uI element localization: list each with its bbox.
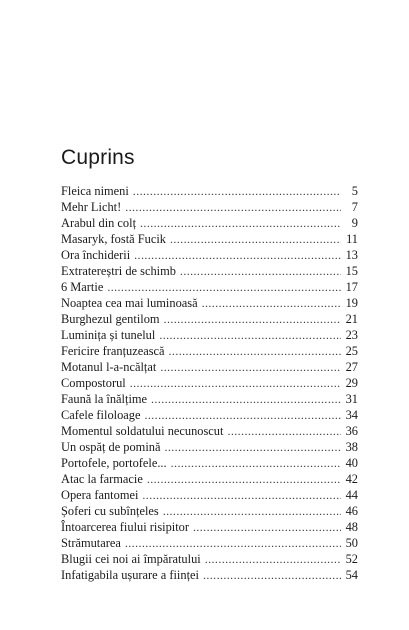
dot-leader xyxy=(227,423,341,439)
toc-page-number: 7 xyxy=(351,200,358,214)
toc-page-number: 17 xyxy=(345,280,358,294)
toc-entry-title: Burghezul gentilom xyxy=(61,312,160,326)
toc-entry-title: Ora închiderii xyxy=(61,248,131,262)
toc-page-number: 19 xyxy=(345,296,358,310)
toc-page-number: 5 xyxy=(351,184,358,198)
toc-page-number: 25 xyxy=(345,344,358,358)
toc-entry xyxy=(61,487,358,503)
dot-leader xyxy=(171,455,341,471)
dot-leader xyxy=(193,519,341,535)
toc-page-number: 48 xyxy=(345,520,358,534)
dot-leader xyxy=(205,551,341,567)
toc-page-number: 29 xyxy=(345,376,358,390)
toc-entry-title: Strămutarea xyxy=(61,536,121,550)
toc-entry-title: Mehr Licht! xyxy=(61,200,122,214)
toc-entry xyxy=(61,471,358,487)
dot-leader xyxy=(170,231,341,247)
toc-entry xyxy=(61,439,358,455)
toc-page-number: 31 xyxy=(345,392,358,406)
toc-entry-title: Cafele filoloage xyxy=(61,408,141,422)
toc-entry xyxy=(61,199,358,215)
toc-entry-title: Faună la înălțime xyxy=(61,392,148,406)
toc-entry-title: Momentul soldatului necunoscut xyxy=(61,424,224,438)
toc-entry xyxy=(61,295,358,311)
toc-entry xyxy=(61,503,358,519)
toc-entry xyxy=(61,247,358,263)
toc-entry-title: Blugii cei noi ai împăratului xyxy=(61,552,201,566)
dot-leader xyxy=(203,567,341,583)
toc-page-number: 11 xyxy=(346,232,358,246)
toc-page-number: 54 xyxy=(345,568,358,582)
toc-page-number: 23 xyxy=(345,328,358,342)
dot-leader xyxy=(142,487,341,503)
toc-page-number: 34 xyxy=(345,408,358,422)
dot-leader xyxy=(164,439,341,455)
dot-leader xyxy=(134,247,341,263)
dot-leader xyxy=(125,535,341,551)
toc-entry xyxy=(61,279,358,295)
dot-leader xyxy=(147,471,341,487)
toc-entry-title: Fericire franțuzească xyxy=(61,344,165,358)
toc-entry-title: Infatigabila ușurare a ființei xyxy=(61,568,199,582)
toc-page-number: 44 xyxy=(345,488,358,502)
dot-leader xyxy=(164,311,341,327)
toc-entry xyxy=(61,359,358,375)
toc-entry-title: 6 Martie xyxy=(61,280,104,294)
toc-page-number: 42 xyxy=(345,472,358,486)
dot-leader xyxy=(163,503,341,519)
toc-page-number: 36 xyxy=(345,424,358,438)
toc-page-number: 27 xyxy=(345,360,358,374)
toc-entry-title: Un ospăț de pomină xyxy=(61,440,161,454)
toc-page-number: 13 xyxy=(345,248,358,262)
dot-leader xyxy=(151,391,341,407)
toc-entry-title: Opera fantomei xyxy=(61,488,139,502)
toc-page-number: 46 xyxy=(345,504,358,518)
toc-page-number: 52 xyxy=(345,552,358,566)
dot-leader xyxy=(107,279,341,295)
dot-leader xyxy=(133,183,341,199)
toc-entry xyxy=(61,311,358,327)
toc-entry-title: Fleica nimeni xyxy=(61,184,129,198)
toc-entry xyxy=(61,407,358,423)
page-title: Cuprins xyxy=(61,146,135,169)
toc-entry xyxy=(61,455,358,471)
toc-page-number: 21 xyxy=(345,312,358,326)
dot-leader xyxy=(160,359,341,375)
toc-entry xyxy=(61,327,358,343)
toc-entry xyxy=(61,231,358,247)
toc-entry-title: Noaptea cea mai luminoasă xyxy=(61,296,198,310)
toc-entry xyxy=(61,343,358,359)
toc-entry-title: Extratereștri de schimb xyxy=(61,264,176,278)
toc-entry xyxy=(61,519,358,535)
toc-page-number: 40 xyxy=(345,456,358,470)
toc-page-number: 50 xyxy=(345,536,358,550)
dot-leader xyxy=(202,295,341,311)
dot-leader xyxy=(159,327,341,343)
toc-entry-title: Compostorul xyxy=(61,376,126,390)
toc-page-number: 15 xyxy=(345,264,358,278)
toc-page-number: 38 xyxy=(345,440,358,454)
toc-entry xyxy=(61,391,358,407)
table-of-contents xyxy=(61,183,358,583)
toc-entry-title: Luminița și tunelul xyxy=(61,328,156,342)
toc-entry xyxy=(61,535,358,551)
toc-entry xyxy=(61,183,358,199)
toc-entry xyxy=(61,263,358,279)
toc-entry xyxy=(61,551,358,567)
toc-entry-title: Șoferi cu subînțeles xyxy=(61,504,159,518)
dot-leader xyxy=(140,215,341,231)
toc-entry-title: Masaryk, fostă Fucik xyxy=(61,232,166,246)
toc-entry-title: Atac la farmacie xyxy=(61,472,143,486)
toc-entry-title: Motanul l-a-ncălțat xyxy=(61,360,157,374)
toc-entry xyxy=(61,423,358,439)
toc-entry-title: Portofele, portofele... xyxy=(61,456,167,470)
dot-leader xyxy=(180,263,341,279)
dot-leader xyxy=(169,343,341,359)
toc-entry xyxy=(61,567,358,583)
dot-leader xyxy=(144,407,341,423)
toc-page-number: 9 xyxy=(351,216,358,230)
dot-leader xyxy=(125,199,341,215)
toc-entry-title: Întoarcerea fiului risipitor xyxy=(61,520,189,534)
toc-entry-title: Arabul din colț xyxy=(61,216,137,230)
dot-leader xyxy=(130,375,341,391)
toc-entry xyxy=(61,215,358,231)
toc-entry xyxy=(61,375,358,391)
